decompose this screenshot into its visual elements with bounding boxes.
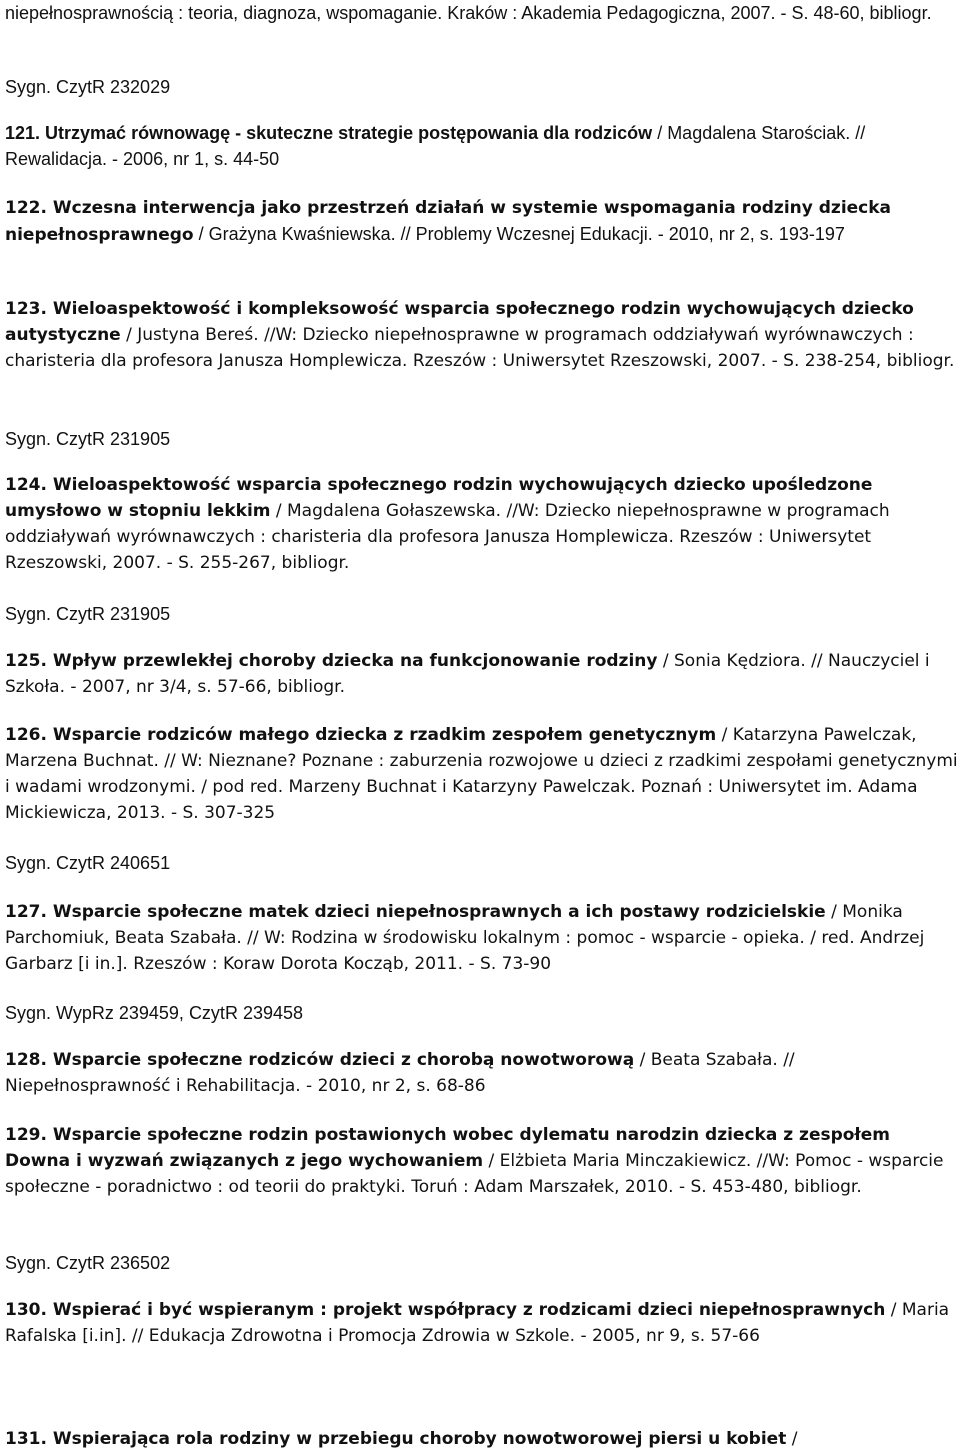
call-number: [5, 426, 960, 452]
call-number: [5, 850, 960, 876]
entry-title: 127. Wsparcie społeczne matek dzieci niepełnosprawnych a ich postawy rodzicielskie: [5, 902, 826, 922]
entry-title: 121. Utrzymać równowagę - skuteczne strategie postępowania dla rodziców: [5, 123, 653, 143]
call-number-text: Sygn. CzytR 232029: [5, 77, 171, 97]
entry-details: / Katarzyna Pawelczak, Marzena Buchnat. // W: Nieznane? Poznane : zaburzenia rozwojowe u dzieci z rzadkimi zespołami genetycznymi i wadami wrodzonymi. / pod red. Marzeny Buchnat i Katarzyny Pawelczak. Poznań : Uniwersytet im. Adama Mickiewicza, 2013. - S. 307-325: [5, 725, 958, 823]
call-number: [5, 601, 960, 627]
entry-details: / Monika Parchomiuk, Beata Szabała. // W: Rodzina w środowisku lokalnym : pomoc - wsparcie - opieka. / red. Andrzej Garbarz [i in.]. Rzeszów : Koraw Dorota Kocząb, 2011. - S. 73-90: [5, 902, 925, 974]
entry-title: 122. Wczesna interwencja jako przestrzeń działań w systemie wspomagania rodziny dziecka niepełnosprawnego: [5, 198, 892, 245]
entry-title: 123. Wieloaspektowość i kompleksowość wsparcia społecznego rodzin wychowujących dziecko autystyczne: [5, 299, 914, 345]
entry-124: [5, 472, 960, 576]
entry-title: 129. Wsparcie społeczne rodzin postawionych wobec dylematu narodzin dziecka z zespołem Downa i wyzwań związanych z jego wychowaniem: [5, 1125, 890, 1171]
entry-title: 131. Wspierająca rola rodziny w przebiegu choroby nowotworowej piersi u kobiet: [5, 1429, 787, 1449]
entry-details: / Maria Rafalska [i.in]. // Edukacja Zdrowotna i Promocja Zdrowia w Szkole. - 2005, nr 9, s. 57-66: [5, 1300, 950, 1346]
entry-121: [5, 120, 960, 172]
call-number-text: Sygn. CzytR 231905: [5, 604, 171, 624]
entry-details: / Beata Szabała. // Niepełnosprawność i Rehabilitacja. - 2010, nr 2, s. 68-86: [5, 1050, 795, 1096]
call-number: [5, 1250, 960, 1276]
entry-details: / Justyna Bereś. //W: Dziecko niepełnosprawne w programach oddziaływań wyrównawczych : charisteria dla profesora Janusza Homplewicza. Rzeszów : Uniwersytet Rzeszowski, 2007. - S. 238-254, bibliogr.: [5, 325, 955, 371]
entry-126: [5, 722, 960, 826]
entry-title: 125. Wpływ przewlekłej choroby dziecka na funkcjonowanie rodziny: [5, 651, 658, 671]
entry-details: / Elżbieta Maria Minczakiewicz. //W: Pomoc - wsparcie społeczne - poradnictwo : od teorii do praktyki. Toruń : Adam Marszałek, 2010. - S. 453-480, bibliogr.: [5, 1151, 944, 1197]
entry-122: [5, 195, 960, 248]
entry-details: /: [786, 1429, 798, 1449]
call-number-text: Sygn. CzytR 231905: [5, 429, 171, 449]
entry-text: niepełnosprawnością : teoria, diagnoza, wspomaganie. Kraków : Akademia Pedagogiczna, 2007. - S. 48-60, bibliogr.: [5, 3, 932, 23]
entry-title: 126. Wsparcie rodziców małego dziecka z rzadkim zespołem genetycznym: [5, 725, 717, 745]
entry-128: [5, 1047, 960, 1099]
call-number: [5, 1000, 960, 1026]
call-number-text: Sygn. CzytR 236502: [5, 1253, 171, 1273]
entry-125: [5, 648, 960, 700]
entry-title: 128. Wsparcie społeczne rodziców dzieci z chorobą nowotworową: [5, 1050, 635, 1070]
entry-130: [5, 1297, 960, 1349]
entry-127: [5, 899, 960, 977]
entry-details: / Grażyna Kwaśniewska. // Problemy Wczesnej Edukacji. - 2010, nr 2, s. 193-197: [193, 224, 845, 244]
entry-details: / Sonia Kędziora. // Nauczyciel i Szkoła. - 2007, nr 3/4, s. 57-66, bibliogr.: [5, 651, 930, 697]
entry-129: [5, 1122, 960, 1200]
entry-123: [5, 296, 960, 374]
entry-details: / Magdalena Starościak. // Rewalidacja. - 2006, nr 1, s. 44-50: [5, 123, 866, 169]
entry-120-continuation: [5, 0, 960, 26]
call-number-text: Sygn. WypRz 239459, CzytR 239458: [5, 1003, 304, 1023]
entry-131: [5, 1426, 960, 1452]
call-number-text: Sygn. CzytR 240651: [5, 853, 171, 873]
entry-title: 124. Wieloaspektowość wsparcia społecznego rodzin wychowujących dziecko upośledzone umysłowo w stopniu lekkim: [5, 475, 873, 521]
call-number: [5, 74, 960, 100]
entry-title: 130. Wspierać i być wspieranym : projekt współpracy z rodzicami dzieci niepełnosprawnych: [5, 1300, 886, 1320]
entry-details: / Magdalena Gołaszewska. //W: Dziecko niepełnosprawne w programach oddziaływań wyrównawczych : charisteria dla profesora Janusza Homplewicza. Rzeszów : Uniwersytet Rzeszowski, 2007. - S. 255-267, bibliogr.: [5, 501, 890, 573]
